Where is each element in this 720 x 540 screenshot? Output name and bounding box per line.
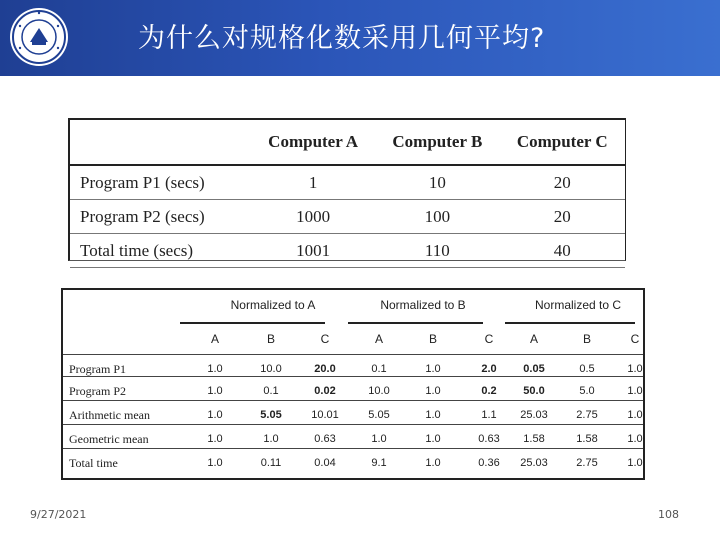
- table-header-cell: Computer A: [251, 120, 375, 165]
- table-cell: 20: [499, 165, 625, 200]
- table-cell: 1.0: [207, 433, 223, 445]
- table-header-cell: Computer C: [499, 120, 625, 165]
- table-cell: 10.01: [311, 409, 339, 421]
- row-label: Geometric mean: [69, 432, 149, 446]
- table-cell: 2.75: [576, 409, 598, 421]
- table-cell: 0.05: [523, 363, 545, 375]
- group-underline: [505, 322, 635, 324]
- row-label: Program P1: [69, 362, 126, 376]
- row-divider: [63, 354, 643, 355]
- table-cell: 110: [375, 234, 499, 268]
- table-row: [70, 234, 625, 268]
- table-cell: 1.0: [425, 409, 441, 421]
- column-subheader: B: [582, 332, 591, 346]
- row-label: Arithmetic mean: [69, 408, 150, 422]
- table-cell: 1001: [251, 234, 375, 268]
- university-seal-logo: [8, 6, 70, 68]
- row-divider: [63, 448, 643, 449]
- table-cell: 50.0: [523, 385, 545, 397]
- row-divider: [63, 376, 643, 377]
- table-cell: 5.05: [260, 409, 282, 421]
- table-cell: 1.0: [207, 363, 223, 375]
- table-cell: 2.75: [576, 457, 598, 469]
- table-row: [70, 165, 625, 200]
- row-label: Program P2: [69, 384, 126, 398]
- column-subheader: C: [630, 332, 640, 346]
- group-header-normalized-a: Normalized to A: [230, 298, 316, 312]
- group-header-normalized-c: Normalized to C: [534, 298, 622, 312]
- table-cell: 0.02: [314, 385, 336, 397]
- table-cell: 1.0: [627, 433, 643, 445]
- table-cell: 0.5: [579, 363, 595, 375]
- table-cell: 9.1: [371, 457, 387, 469]
- normalized-time-table: [61, 288, 645, 480]
- table-cell: 10: [375, 165, 499, 200]
- table-cell: 20: [499, 200, 625, 234]
- group-header-normalized-b: Normalized to B: [380, 298, 466, 312]
- table-cell: 1.0: [425, 457, 441, 469]
- table-cell: 1.0: [627, 409, 643, 421]
- slide-date: 9/27/2021: [30, 508, 87, 521]
- table-cell: 1.58: [576, 433, 598, 445]
- table-cell: 0.36: [478, 457, 500, 469]
- table-cell: 2.0: [481, 363, 497, 375]
- row-label: Program P1 (secs): [70, 165, 251, 200]
- table-cell: 20.0: [314, 363, 336, 375]
- table-cell: 1.0: [425, 385, 441, 397]
- execution-time-table: [68, 118, 626, 261]
- table-cell: 1.0: [425, 363, 441, 375]
- table-cell: 1000: [251, 200, 375, 234]
- table-cell: 100: [375, 200, 499, 234]
- slide-header-bar: [0, 0, 720, 76]
- table-cell: 10.0: [260, 363, 282, 375]
- table-cell: 25.03: [520, 409, 548, 421]
- table-cell: 0.1: [263, 385, 279, 397]
- slide-title: 为什么对规格化数采用几何平均?: [138, 23, 546, 54]
- table-cell: 1.0: [627, 457, 643, 469]
- group-underline: [180, 322, 325, 324]
- row-label: Total time: [69, 456, 118, 470]
- table-cell: 40: [499, 234, 625, 268]
- table-cell: 1: [251, 165, 375, 200]
- table-cell: 0.63: [314, 433, 336, 445]
- table-cell: 1.0: [627, 363, 643, 375]
- table-cell: 1.0: [207, 457, 223, 469]
- table-cell: 10.0: [368, 385, 390, 397]
- table-cell: 1.0: [207, 409, 223, 421]
- column-subheader: A: [529, 332, 538, 346]
- table-cell: 0.11: [260, 457, 282, 469]
- table-cell: 1.0: [627, 385, 643, 397]
- table-cell: 5.0: [579, 385, 595, 397]
- table-header-row: [70, 120, 625, 165]
- table-cell: 1.58: [523, 433, 545, 445]
- column-subheader: B: [266, 332, 275, 346]
- table-cell: 0.1: [371, 363, 387, 375]
- row-divider: [63, 400, 643, 401]
- column-subheader: C: [320, 332, 330, 346]
- table-cell: 1.0: [263, 433, 279, 445]
- column-subheader: A: [210, 332, 219, 346]
- table-cell: 25.03: [520, 457, 548, 469]
- column-subheader: B: [428, 332, 437, 346]
- column-subheader: C: [484, 332, 494, 346]
- row-label: Program P2 (secs): [70, 200, 251, 234]
- table-cell: 0.63: [478, 433, 500, 445]
- group-underline: [348, 322, 483, 324]
- table-row: [70, 200, 625, 234]
- table-cell: 5.05: [368, 409, 390, 421]
- table-header-cell: Computer B: [375, 120, 499, 165]
- table-cell: 0.2: [481, 385, 497, 397]
- slide-page-number: 108: [658, 508, 679, 521]
- table-cell: 1.0: [207, 385, 223, 397]
- table-header-cell: [70, 120, 251, 165]
- table-cell: 1.0: [425, 433, 441, 445]
- table-cell: 1.0: [371, 433, 387, 445]
- table-cell: 1.1: [481, 409, 497, 421]
- table-cell: 0.04: [314, 457, 336, 469]
- row-label: Total time (secs): [70, 234, 251, 268]
- column-subheader: A: [374, 332, 383, 346]
- row-divider: [63, 424, 643, 425]
